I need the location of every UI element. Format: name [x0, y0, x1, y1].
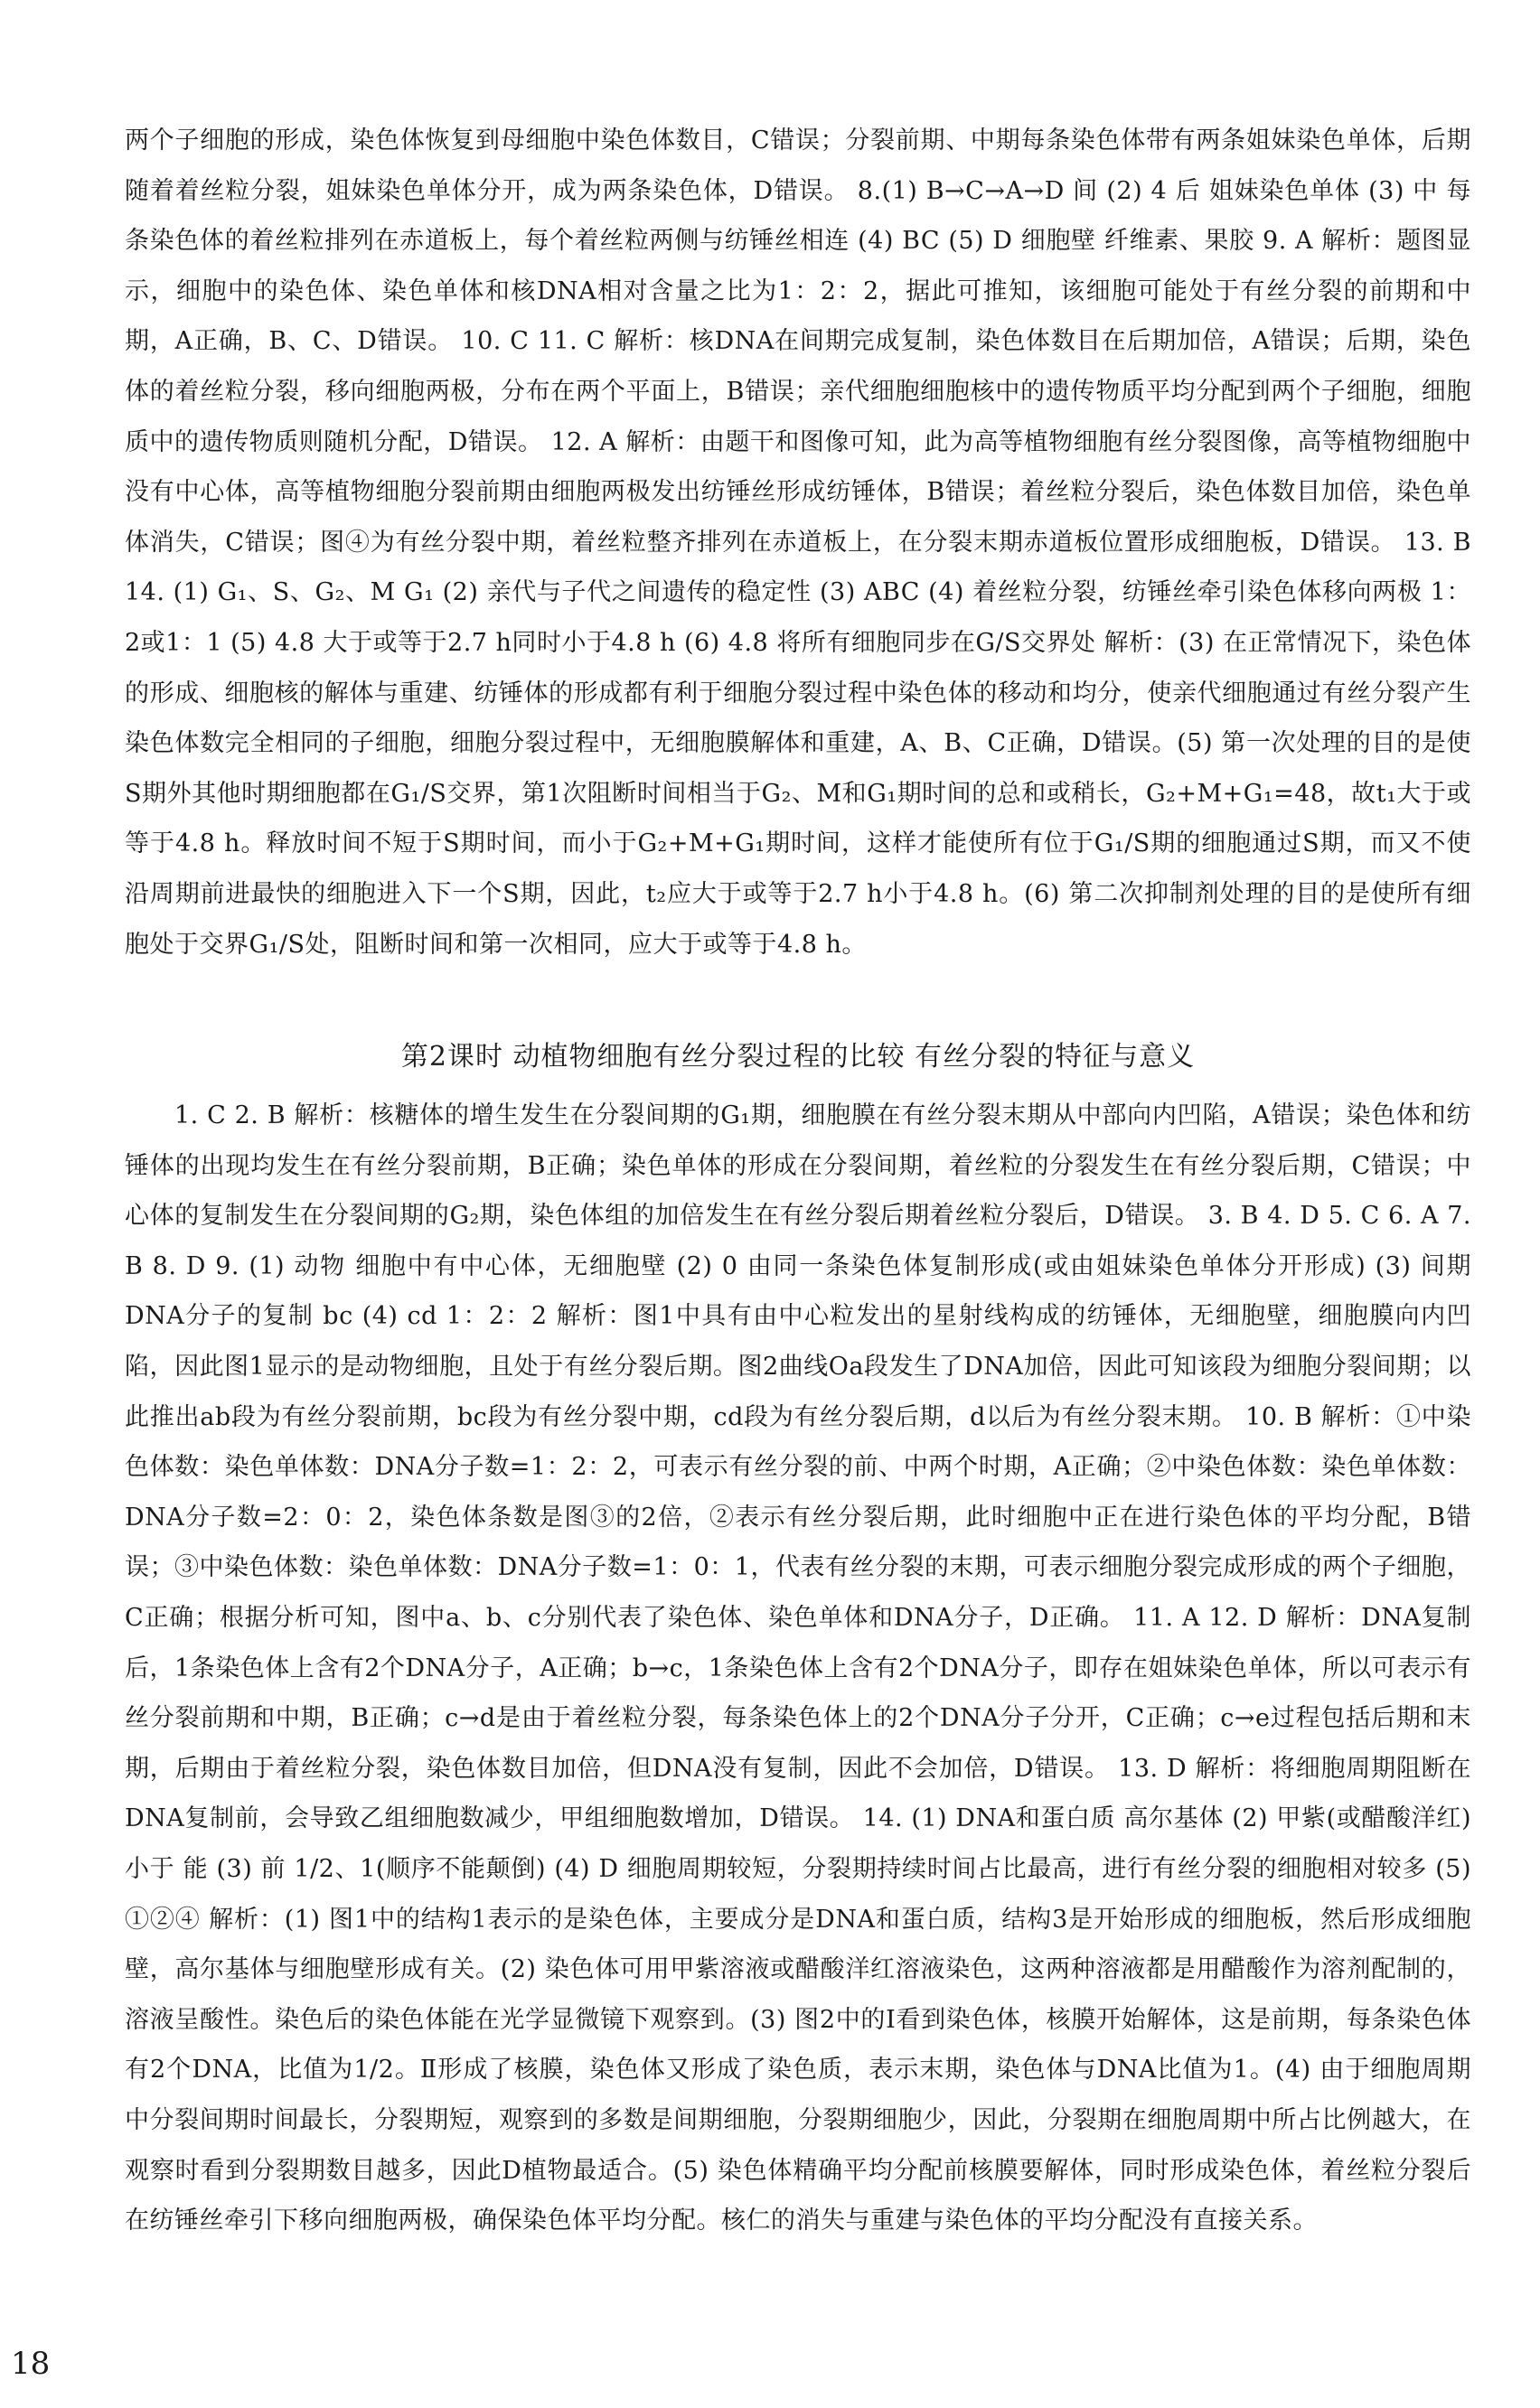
answer-paragraph-2: 1. C 2. B 解析：核糖体的增生发生在分裂间期的G₁期，细胞膜在有丝分裂末期从中部向内凹陷，A错误；染色体和纺锤体的出现均发生在有丝分裂前期，B正确；染色单体的形成在分裂间期，着丝粒的分裂发生在有丝分裂后期，C错误；中心体的复制发生在分裂间期的G₂期，染色体组的加倍发生在有丝分裂后期着丝粒分裂后，D错误。 3. B 4. D 5. C 6. A 7. B 8. D 9. (1) 动物 细胞中有中心体，无细胞壁 (2) 0 由同一条染色体复制形成(或由姐妹染色单体分开形成) (3) 间期DNA分子的复制 bc (4) cd 1：2：2 解析：图1中具有由中心粒发出的星射线构成的纺锤体，无细胞壁，细胞膜向内凹陷，因此图1显示的是动物细胞，且处于有丝分裂后期。图2曲线Oa段发生了DNA加倍，因此可知该段为细胞分裂间期；以此推出ab段为有丝分裂前期，bc段为有丝分裂中期，cd段为有丝分裂后期，d以后为有丝分裂末期。 10. B 解析：①中染色体数：染色单体数：DNA分子数=1：2：2，可表示有丝分裂的前、中两个时期，A正确；②中染色体数：染色单体数：DNA分子数=2：0：2，染色体条数是图③的2倍，②表示有丝分裂后期，此时细胞中正在进行染色体的平均分配，B错误；③中染色体数：染色单体数：DNA分子数=1：0：1，代表有丝分裂的末期，可表示细胞分裂完成形成的两个子细胞，C正确；根据分析可知，图中a、b、c分别代表了染色体、染色单体和DNA分子，D正确。 11. A 12. D 解析：DNA复制后，1条染色体上含有2个DNA分子，A正确；b→c，1条染色体上含有2个DNA分子，即存在姐妹染色单体，所以可表示有丝分裂前期和中期，B正确；c→d是由于着丝粒分裂，每条染色体上的2个DNA分子分开，C正确；c→e过程包括后期和末期，后期由于着丝粒分裂，染色体数目加倍，但DNA没有复制，因此不会加倍，D错误。 13. D 解析：将细胞周期阻断在DNA复制前，会导致乙组细胞数减少，甲组细胞数增加，D错误。 14. (1) DNA和蛋白质 高尔基体 (2) 甲紫(或醋酸洋红) 小于 能 (3) 前 1/2、1(顺序不能颠倒) (4) D 细胞周期较短，分裂期持续时间占比最高，进行有丝分裂的细胞相对较多 (5) ①②④ 解析：(1) 图1中的结构1表示的是染色体，主要成分是DNA和蛋白质，结构3是开始形成的细胞板，然后形成细胞壁，高尔基体与细胞壁形成有关。(2) 染色体可用甲紫溶液或醋酸洋红溶液染色，这两种溶液都是用醋酸作为溶剂配制的，溶液呈酸性。染色后的染色体能在光学显微镜下观察到。(3) 图2中的Ⅰ看到染色体，核膜开始解体，这是前期，每条染色体有2个DNA，比值为1/2。Ⅱ形成了核膜，染色体又形成了染色质，表示末期，染色体与DNA比值为1。(4) 由于细胞周期中分裂间期时间最长，分裂期短，观察到的多数是间期细胞，分裂期细胞少，因此，分裂期在细胞周期中所占比例越大，在观察时看到分裂期数目越多，因此D植物最适合。(5) 染色体精确平均分配前核膜要解体，同时形成染色体，着丝粒分裂后在纺锤丝牵引下移向细胞两极，确保染色体平均分配。核仁的消失与重建与染色体的平均分配没有直接关系。 [125, 1101, 1471, 2235]
answer-page [125, 116, 1471, 2246]
answer-paragraph-1: 两个子细胞的形成，染色体恢复到母细胞中染色体数目，C错误；分裂前期、中期每条染色体带有两条姐妹染色单体，后期随着着丝粒分裂，姐妹染色单体分开，成为两条染色体，D错误。 8.(1) B→C→A→D 间 (2) 4 后 姐妹染色单体 (3) 中 每条染色体的着丝粒排列在赤道板上，每个着丝粒两侧与纺锤丝相连 (4) BC (5) D 细胞壁 纤维素、果胶 9. A 解析：题图显示，细胞中的染色体、染色单体和核DNA相对含量之比为1：2：2，据此可推知，该细胞可能处于有丝分裂的前期和中期，A正确，B、C、D错误。 10. C 11. C 解析：核DNA在间期完成复制，染色体数目在后期加倍，A错误；后期，染色体的着丝粒分裂，移向细胞两极，分布在两个平面上，B错误；亲代细胞细胞核中的遗传物质平均分配到两个子细胞，细胞质中的遗传物质则随机分配，D错误。 12. A 解析：由题干和图像可知，此为高等植物细胞有丝分裂图像，高等植物细胞中没有中心体，高等植物细胞分裂前期由细胞两极发出纺锤丝形成纺锤体，B错误；着丝粒分裂后，染色体数目加倍，染色单体消失，C错误；图④为有丝分裂中期，着丝粒整齐排列在赤道板上，在分裂末期赤道板位置形成细胞板，D错误。 13. B 14. (1) G₁、S、G₂、M G₁ (2) 亲代与子代之间遗传的稳定性 (3) ABC (4) 着丝粒分裂，纺锤丝牵引染色体移向两极 1：2或1：1 (5) 4.8 大于或等于2.7 h同时小于4.8 h (6) 4.8 将所有细胞同步在G/S交界处 解析：(3) 在正常情况下，染色体的形成、细胞核的解体与重建、纺锤体的形成都有利于细胞分裂过程中染色体的移动和均分，使亲代细胞通过有丝分裂产生染色体数完全相同的子细胞，细胞分裂过程中，无细胞膜解体和重建，A、B、C正确，D错误。(5) 第一次处理的目的是使S期外其他时期细胞都在G₁/S交界，第1次阻断时间相当于G₂、M和G₁期时间的总和或稍长，G₂+M+G₁=48，故t₁大于或等于4.8 h。释放时间不短于S期时间，而小于G₂+M+G₁期时间，这样才能使所有位于G₁/S期的细胞通过S期，而又不使沿周期前进最快的细胞进入下一个S期，因此，t₂应大于或等于2.7 h小于4.8 h。(6) 第二次抑制剂处理的目的是使所有细胞处于交界G₁/S处，阻断时间和第一次相同，应大于或等于4.8 h。 [125, 126, 1471, 959]
page-number: 18 [11, 2346, 51, 2382]
lesson-title: 第2课时 动植物细胞有丝分裂过程的比较 有丝分裂的特征与意义 [400, 1041, 1196, 1073]
